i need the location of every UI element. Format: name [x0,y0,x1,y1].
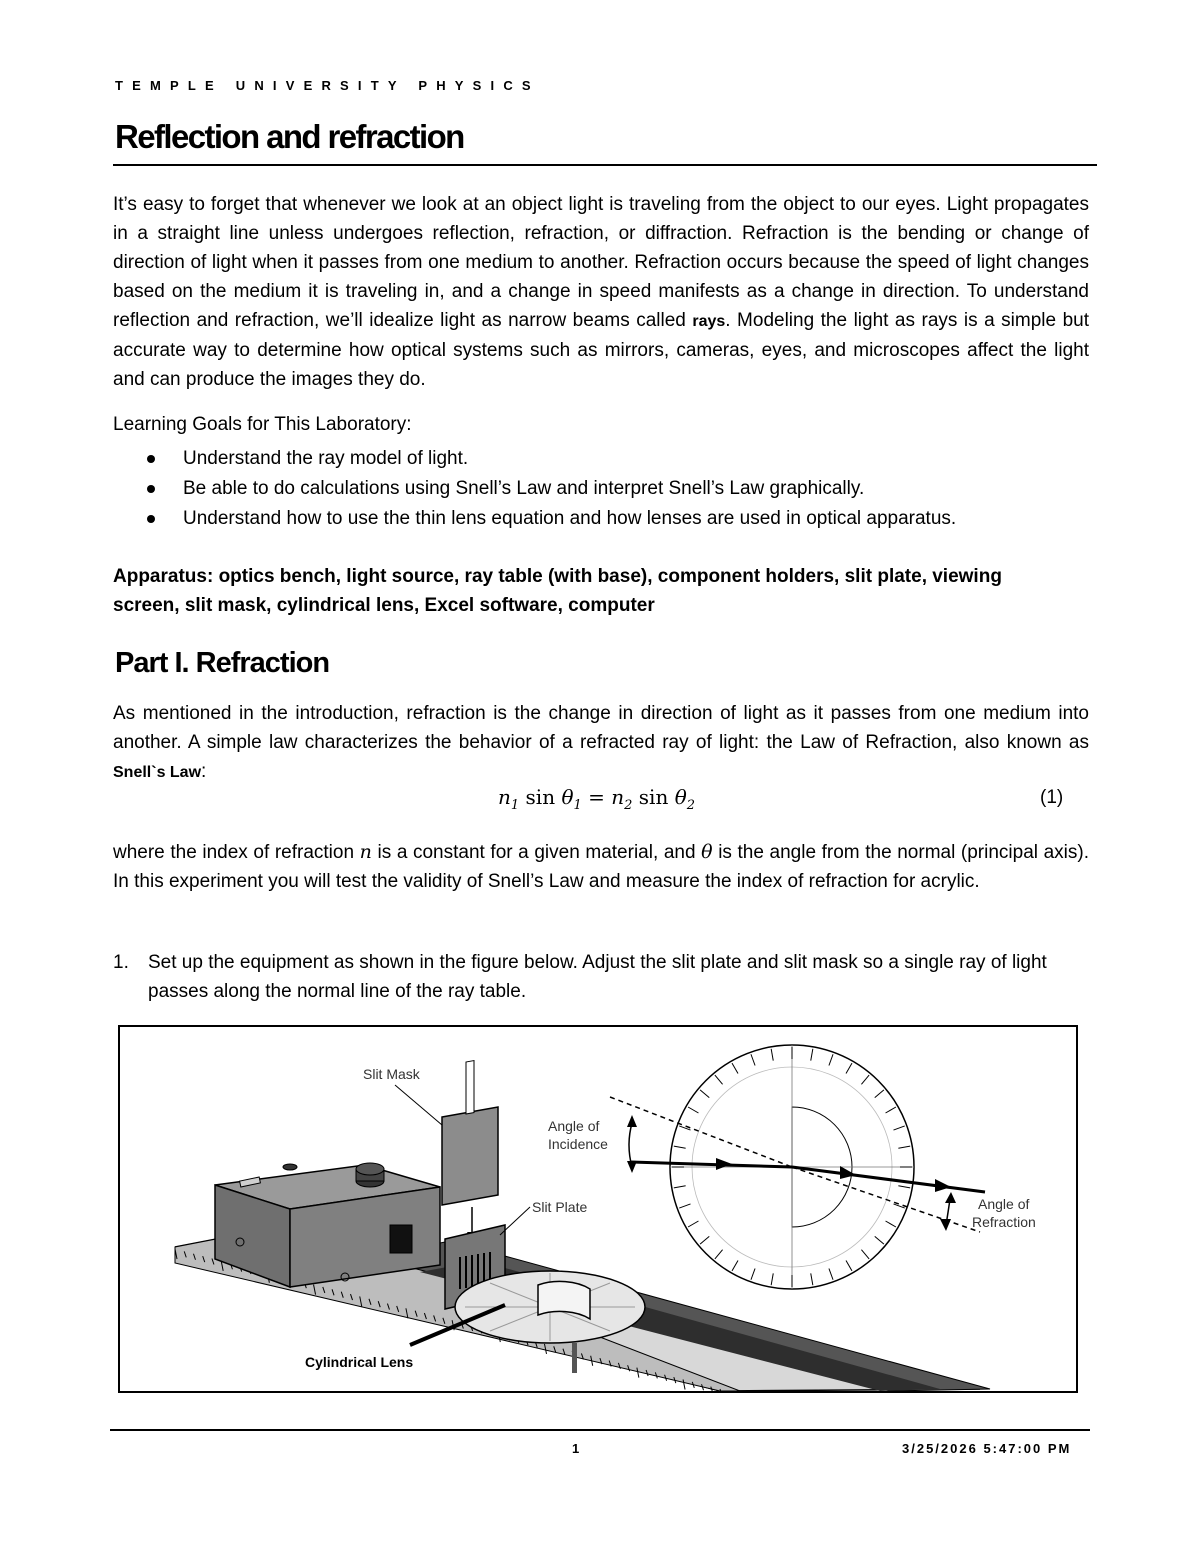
eq-sin: sin [638,785,669,809]
step-number: 1. [113,952,129,973]
goals-heading: Learning Goals for This Laboratory: [113,414,412,435]
step-1 [113,948,1089,1006]
list-item [143,444,1093,474]
slit-mask [442,1061,498,1241]
bullet-icon [147,515,155,523]
list-item [143,504,1093,534]
where-text: is the angle from the normal (principal axis). In this experiment you will test the validity of Snell’s Law and measure the index of refraction for acrylic. [113,842,1089,892]
bullet-icon [147,455,155,463]
apparatus-list: Apparatus: optics bench, light source, ray table (with base), component holders, slit plate, viewing screen, slit mask, cylindrical lens, Excel software, computer [113,566,1002,616]
symbol-n: n [359,841,372,863]
running-header: TEMPLE UNIVERSITY PHYSICS [115,78,540,93]
symbol-theta: θ [701,841,713,863]
eq-sub-2: 2 [686,798,696,813]
title-underline [113,164,1097,166]
where-paragraph [113,838,1089,896]
protractor-diagram [610,1045,985,1289]
step-text: Set up the equipment as shown in the figure below. Adjust the slit plate and slit mask so a single ray of light passes along the normal line of the ray table. [148,952,1047,1002]
part1-text: As mentioned in the introduction, refraction is the change in direction of light as it passes from one medium into another. A simple law characterizes the behavior of a refracted ray of light: the Law of Refraction, also known as [113,703,1089,753]
label-slit-plate: Slit Plate [532,1199,588,1215]
list-item [143,474,1093,504]
goal-text: Understand the ray model of light. [183,448,469,469]
page-number: 1 [572,1441,580,1456]
eq-theta: θ [674,785,687,809]
part1-text-after: : [201,761,207,782]
eq-n: n [498,785,511,809]
footer-date: 3/25/2026 5:47:00 PM [902,1441,1072,1456]
label-cylindrical-lens: Cylindrical Lens [305,1354,414,1370]
goals-list [143,444,1093,534]
eq-sub: 1 [510,798,520,813]
part1-paragraph [113,699,1089,787]
apparatus-illustration [120,1027,1076,1391]
equation-number: (1) [1040,787,1064,808]
section-title: Part I. Refraction [115,647,330,679]
goal-text: Understand how to use the thin lens equation and how lenses are used in optical apparatus. [183,508,957,529]
eq-n: n [611,785,625,809]
eq-theta: θ [561,785,574,809]
label-slit-mask: Slit Mask [363,1066,420,1082]
page-title: Reflection and refraction [115,118,464,155]
where-text: where the index of refraction [113,842,360,863]
eq-sub-2: 2 [624,798,633,813]
label-angle-refraction-2: Refraction [972,1214,1036,1230]
light-source [215,1163,440,1287]
eq-sin: sin [525,785,556,809]
where-text: is a constant for a given material, and [371,842,702,863]
label-angle-incidence-2: Incidence [548,1136,608,1152]
eq-sub: 1 [573,798,582,813]
term-rays: rays [692,313,726,330]
intro-paragraph [113,190,1089,394]
label-angle-incidence-1: Angle of [548,1118,600,1134]
eq-equals: = [588,785,605,809]
term-snells-law: Snell`s Law [113,764,202,781]
intro-text-after: . Modeling the light as rays is a simple but accurate way to determine how optical systems such as mirrors, cameras, eyes, and microscopes affect the light and can produce the images they do. [113,310,1089,390]
apparatus-figure [118,1025,1078,1393]
snells-law-equation [498,785,695,813]
label-angle-refraction-1: Angle of [978,1196,1030,1212]
goal-text: Be able to do calculations using Snell’s Law and interpret Snell’s Law graphically. [183,478,865,499]
intro-text: It’s easy to forget that whenever we look at an object light is traveling from the object to our eyes. Light propagates in a straight line unless undergoes reflection, refraction, or diffraction. Refraction is the bending or change of direction of light when it passes from one medium to another. Refraction occurs because the speed of light changes based on the medium it is traveling in, and a change in speed manifests as a change in direction. To understand reflection and refraction, we’ll idealize light as narrow beams called [113,194,1089,331]
bullet-icon [147,485,155,493]
footer-rule [110,1429,1090,1431]
